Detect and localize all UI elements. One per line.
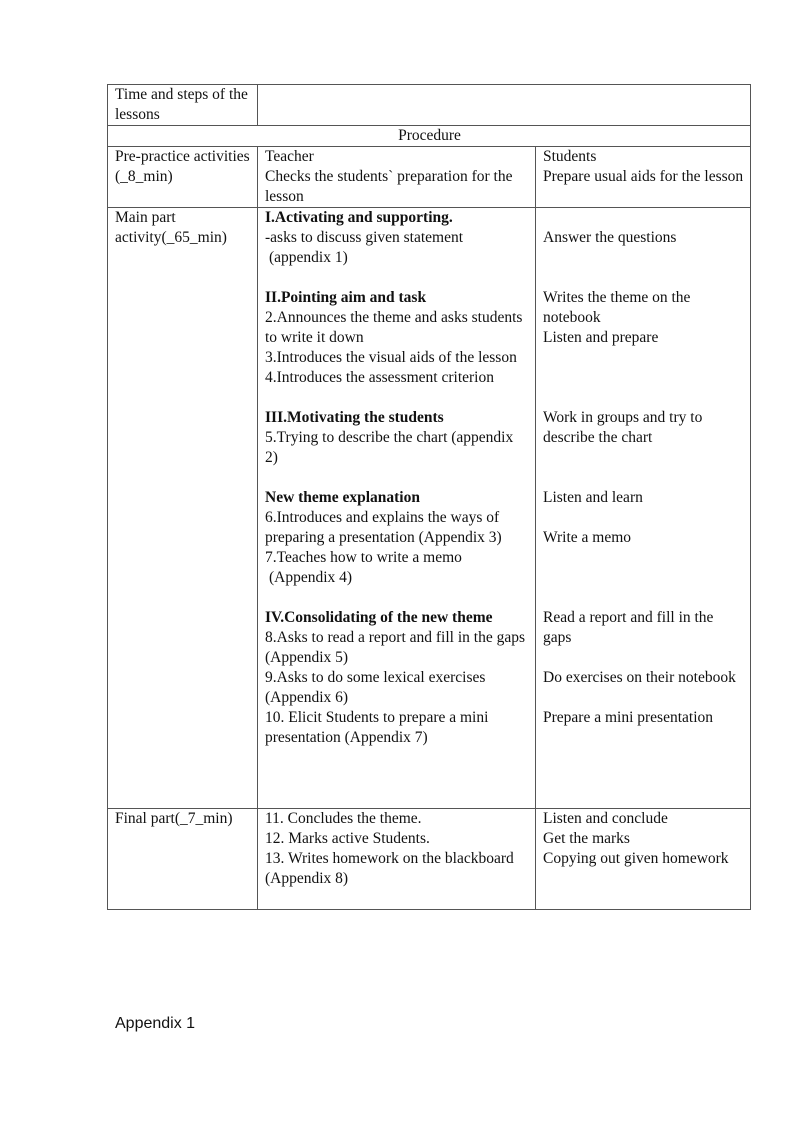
student-step: Listen and conclude bbox=[543, 810, 668, 827]
student-step: Get the marks bbox=[543, 830, 630, 847]
main-part-teacher-cell bbox=[258, 208, 536, 809]
procedure-label: Procedure bbox=[108, 126, 751, 147]
teacher-step: 13. Writes homework on the blackboard (Appendix 8) bbox=[265, 850, 514, 887]
students-heading: Students bbox=[543, 148, 597, 165]
teacher-step: 6.Introduces and explains the ways of preparing a presentation (Appendix 3) bbox=[265, 509, 502, 546]
procedure-row bbox=[108, 126, 751, 147]
student-step: Listen and prepare bbox=[543, 329, 659, 346]
teacher-step: 4.Introduces the assessment criterion bbox=[265, 369, 494, 386]
student-step: Read a report and fill in the gaps bbox=[543, 609, 714, 646]
pre-practice-students-cell bbox=[536, 147, 751, 208]
student-step: Do exercises on their notebook bbox=[543, 669, 736, 686]
appendix-heading: Appendix 1 bbox=[115, 1015, 196, 1032]
teacher-step: 7.Teaches how to write a memo bbox=[265, 549, 462, 566]
main-part-stage: Main part activity(_65_min) bbox=[108, 208, 258, 809]
final-part-stage: Final part(_7_min) bbox=[108, 809, 258, 910]
section-consolidating-title: IV.Consolidating of the new theme bbox=[265, 609, 493, 626]
teacher-step: 9.Asks to do some lexical exercises (Appendix 6) bbox=[265, 669, 486, 706]
main-part-row bbox=[108, 208, 751, 809]
section-motivating-title: III.Motivating the students bbox=[265, 409, 444, 426]
pre-students-text: Prepare usual aids for the lesson bbox=[543, 168, 744, 185]
teacher-step: 10. Elicit Students to prepare a mini presentation (Appendix 7) bbox=[265, 709, 489, 746]
teacher-step: 2.Announces the theme and asks students to write it down bbox=[265, 309, 523, 346]
final-part-row bbox=[108, 809, 751, 910]
pre-teacher-text: Checks the students` preparation for the lesson bbox=[265, 168, 513, 205]
final-part-teacher-cell bbox=[258, 809, 536, 910]
student-step: Listen and learn bbox=[543, 489, 643, 506]
teacher-step: 11. Concludes the theme. bbox=[265, 810, 422, 827]
student-step: Writes the theme on the notebook bbox=[543, 289, 691, 326]
teacher-step: 8.Asks to read a report and fill in the gaps (Appendix 5) bbox=[265, 629, 525, 666]
pre-practice-stage: Pre-practice activities (_8_min) bbox=[108, 147, 258, 208]
student-step: Answer the questions bbox=[543, 229, 677, 246]
teacher-heading: Teacher bbox=[265, 148, 314, 165]
teacher-step: -asks to discuss given statement bbox=[265, 229, 464, 246]
section-aim-title: II.Pointing aim and task bbox=[265, 289, 427, 306]
student-step: Work in groups and try to describe the chart bbox=[543, 409, 703, 446]
teacher-step: 3.Introduces the visual aids of the lesson bbox=[265, 349, 517, 366]
time-steps-value bbox=[258, 85, 751, 126]
lesson-plan-table bbox=[107, 84, 751, 910]
teacher-step: 5.Trying to describe the chart (appendix 2) bbox=[265, 429, 514, 466]
student-step: Prepare a mini presentation bbox=[543, 709, 714, 726]
section-explanation-title: New theme explanation bbox=[265, 489, 420, 506]
pre-practice-teacher-cell bbox=[258, 147, 536, 208]
pre-practice-row bbox=[108, 147, 751, 208]
main-part-students-cell bbox=[536, 208, 751, 809]
teacher-step: 12. Marks active Students. bbox=[265, 830, 430, 847]
time-steps-row bbox=[108, 85, 751, 126]
teacher-step: (appendix 1) bbox=[269, 249, 348, 266]
student-step: Write a memo bbox=[543, 529, 632, 546]
teacher-step: (Appendix 4) bbox=[269, 569, 353, 586]
student-step: Copying out given homework bbox=[543, 850, 729, 867]
final-part-students-cell bbox=[536, 809, 751, 910]
section-activating-title: I.Activating and supporting. bbox=[265, 209, 453, 226]
time-steps-label: Time and steps of the lessons bbox=[108, 85, 258, 126]
